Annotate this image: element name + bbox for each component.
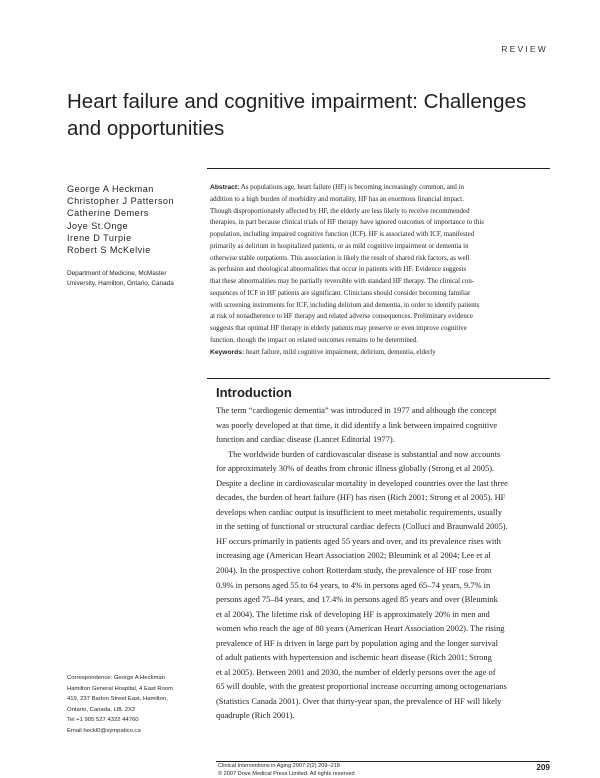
section-label: REVIEW — [501, 44, 548, 54]
body-line: women who reach the age of 80 years (American Heart Association 2002). The rising — [216, 623, 505, 634]
body-line: prevalence of HF is driven in large part by population aging and the longer survival — [216, 637, 498, 648]
author-name: Joye St.Onge — [67, 220, 129, 231]
correspondence-email[interactable]: Email heckl0@sympatico.ca — [67, 727, 141, 734]
correspondence-line: Hamilton General Hospital, 4 East Room — [67, 685, 174, 692]
body-line: The worldwide burden of cardiovascular disease is substantial and now accounts — [228, 448, 501, 459]
body-line: 2004). In the prospective cohort Rotterdam study, the prevalence of HF rose from — [216, 565, 492, 576]
body-line: (Statistics Canada 2001). Over that thirty-year span, the prevalence of HF will likely — [216, 695, 502, 706]
author-name: Irene D Turpie — [67, 232, 132, 243]
body-line: Despite a decline in cardiovascular mortality in developed countries over the last three — [216, 477, 508, 488]
abstract-line: primarily as delirium in hospitalized patients, or as mild cognitive impairment or dementia in — [210, 241, 469, 250]
abstract-line: suggests that optimal HF therapy in elderly patients may preserve or even improve cognitive — [210, 324, 467, 332]
body-line: in the setting of functional or structural cardiac defects (Colluci and Braunwald 2005). — [216, 521, 508, 532]
body-line: decades, the burden of heart failure (HF) has risen (Rich 2001; Strong et al 2005). HF — [216, 492, 506, 503]
body-line: et al 2005). Between 2001 and 2030, the number of elderly persons over the age of — [216, 666, 496, 677]
body-line: The term “cardiogenic dementia” was introduced in 1977 and although the concept — [216, 405, 497, 415]
abstract-line: at risk of nonadherence to HF therapy and related adverse consequences. Preliminary evidence — [210, 312, 473, 321]
abstract-line: addition to a high burden of morbidity and mortality, HF has an enormous financial impact. — [210, 194, 464, 203]
title-line-2: and opportunities — [67, 117, 225, 140]
keywords: heart failure, mild cognitive impairment, delirium, dementia, elderly — [245, 347, 436, 356]
abstract-rule — [207, 168, 550, 169]
copyright: © 2007 Dove Medical Press Limited. All rights reserved — [218, 771, 355, 777]
body-line: function and cardiac disease (Lancet Editorial 1977). — [216, 434, 395, 445]
body-line: increasing age (American Heart Association 2002; Bleumink et al 2004; Lee et al — [216, 550, 491, 561]
body-line: for approximately 30% of deaths from chronic illness globally (Strong et al 2005). — [216, 463, 495, 474]
abstract-label: Abstract: — [210, 184, 240, 191]
author-name: Christopher J Patterson — [67, 196, 175, 207]
body-line: 0.9% in persons aged 55 to 64 years, to 4% in persons aged 65–74 years, 9.7% in — [216, 579, 491, 590]
body-line: HF occurs primarily in patients aged 55 years and over, and its prevalence rises with — [216, 535, 501, 546]
body-line: quadruple (Rich 2001). — [216, 710, 295, 721]
introduction-body — [216, 403, 549, 723]
body-line: et al 2004). The lifetime risk of developing HF is approximately 20% in men and — [216, 608, 490, 619]
correspondence — [67, 673, 217, 736]
intro-rule — [207, 378, 550, 379]
abstract-line: that these abnormalities may be partially reversible with standard HF therapy. The clinical con- — [210, 277, 475, 285]
correspondence-line: Tel +1 905 527 4322 44760 — [67, 717, 139, 723]
body-line: of adult patients with hypertension and ischemic heart disease (Rich 2001; Strong — [216, 652, 492, 663]
affiliation — [67, 269, 217, 288]
title-line-1: Heart failure and cognitive impairment: Challenges — [67, 90, 527, 113]
abstract-line: with screening instruments for ICF, including delirium and dementia, in order to identify patients — [210, 300, 480, 309]
keywords-line — [210, 347, 548, 359]
correspondence-line: 419, 237 Barton Street East, Hamilton, — [67, 696, 168, 702]
body-line: develops when cardiac output is insufficient to meet metabolic requirements, usually — [216, 506, 502, 517]
abstract-line: sequences of ICF in HF patients are significant. Clinicians should consider becoming familiar — [210, 288, 471, 297]
abstract — [210, 182, 548, 358]
body-line: persons aged 75–84 years, and 17.4% in persons aged 85 years and over (Bleumink — [216, 594, 498, 605]
abstract-line: Though disproportionately affected by HF, the elderly are less likely to receive recommended — [210, 206, 470, 215]
journal-citation: Clinical Interventions in Aging 2007:2(2) 209–218 — [218, 763, 340, 769]
abstract-line: as perfusion and rheological abnormalities that occur in patients with HF. Evidence suggests — [210, 265, 467, 274]
author-name: Catherine Demers — [67, 208, 149, 219]
abstract-line: Abstract: As populations age, heart failure (HF) is becoming increasingly common, and in — [210, 183, 465, 191]
affiliation-line: University, Hamilton, Ontario, Canada — [67, 279, 174, 287]
author-list — [67, 183, 212, 256]
abstract-line: population, including impaired cognitive function (ICF). HF is associated with ICF, manifested — [210, 230, 475, 238]
abstract-line: therapies, in part because clinical trials of HF therapy have ignored outcomes of importance to this — [210, 218, 484, 227]
author-name: George A Heckman — [67, 184, 154, 194]
body-line: 65 will double, with the greatest proportional increase occurring among octogenarians — [216, 681, 507, 692]
article-title — [67, 88, 567, 142]
affiliation-line: Department of Medicine, McMaster — [67, 270, 167, 277]
page-number: 209 — [536, 763, 550, 772]
body-line: was poorly developed at that time, it did identify a link between impaired cognitive — [216, 419, 498, 430]
correspondence-line: Correspondence: George A Heckman — [67, 675, 165, 681]
correspondence-line: Ontario, Canada, L8L 2X2 — [67, 706, 136, 713]
abstract-line: otherwise stable outpatients. This association is likely the result of shared risk factors, as well — [210, 253, 470, 262]
keywords-label: Keywords: — [210, 348, 245, 356]
author-name: Robert S McKelvie — [67, 245, 151, 256]
section-heading: Introduction — [216, 385, 292, 400]
abstract-line: function, though the impact on related outcomes remains to be determined. — [210, 335, 419, 344]
